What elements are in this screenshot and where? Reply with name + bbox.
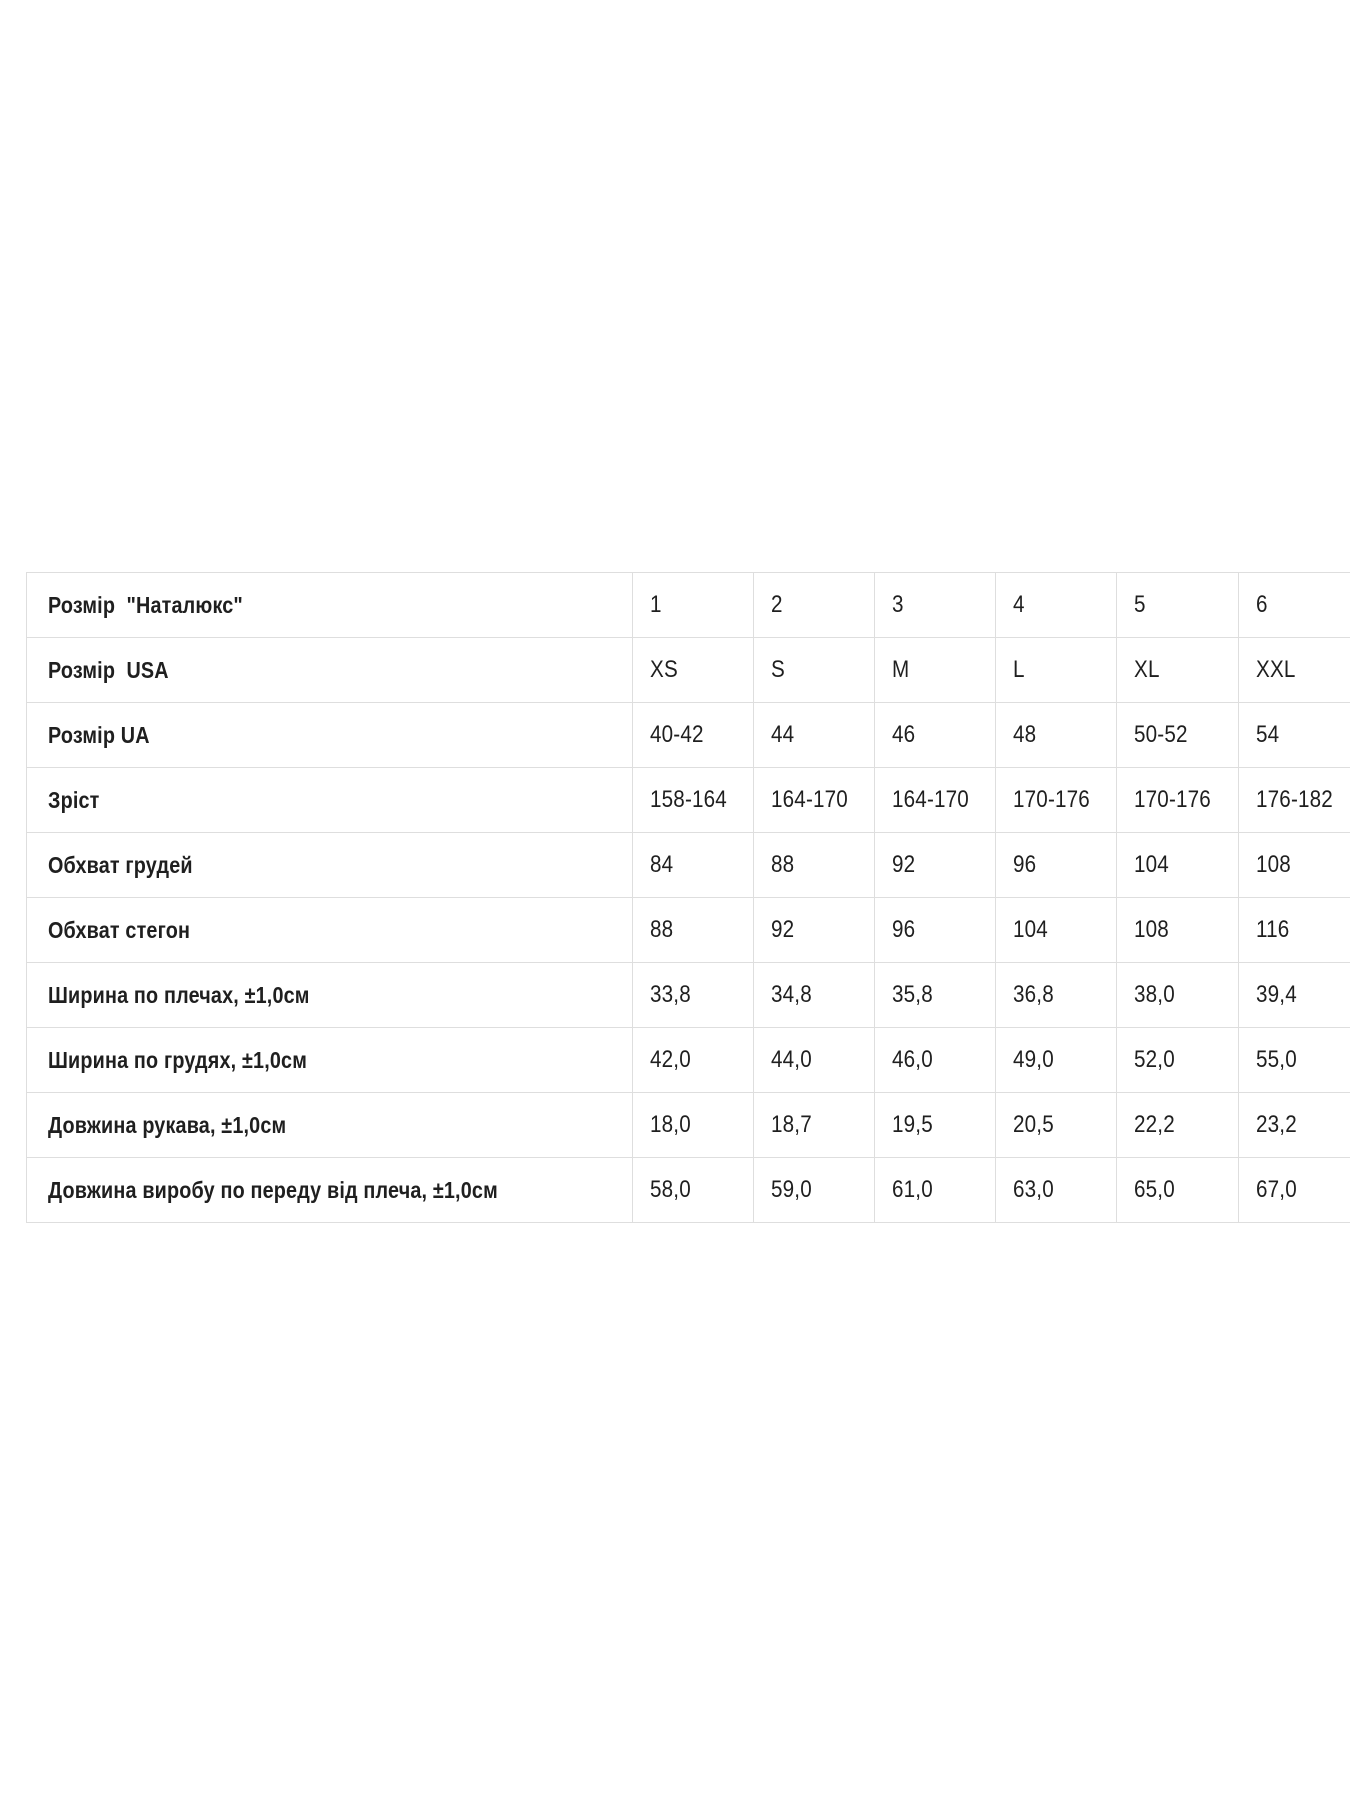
size-value: 39,4: [1256, 981, 1297, 1008]
size-value-cell: [754, 898, 875, 963]
size-value-cell: [633, 963, 754, 1028]
row-label-cell: [27, 833, 633, 898]
size-value-cell: [1239, 703, 1350, 768]
size-value-cell: [1117, 768, 1239, 833]
size-value: 65,0: [1134, 1176, 1175, 1203]
size-value: M: [892, 656, 910, 683]
size-value: 50-52: [1134, 721, 1188, 748]
size-value-cell: [1117, 1093, 1239, 1158]
size-value-cell: [996, 573, 1117, 638]
size-value-cell: [1239, 1028, 1350, 1093]
row-label-cell: [27, 963, 633, 1028]
size-value: 5: [1134, 591, 1146, 618]
size-value: XXL: [1256, 656, 1296, 683]
size-value: 36,8: [1013, 981, 1054, 1008]
table-row: [27, 898, 1350, 963]
row-label: Ширина по грудях, ±1,0см: [48, 1046, 308, 1073]
size-value: 4: [1013, 591, 1025, 618]
row-label-cell: [27, 1093, 633, 1158]
size-value: 40-42: [650, 721, 704, 748]
size-value-cell: [633, 573, 754, 638]
size-value: S: [771, 656, 785, 683]
size-value-cell: [996, 833, 1117, 898]
size-value-cell: [1117, 573, 1239, 638]
size-value-cell: [754, 638, 875, 703]
size-value: 96: [892, 916, 916, 943]
size-value: 164-170: [771, 786, 848, 813]
size-value-cell: [996, 1158, 1117, 1223]
size-value: 52,0: [1134, 1046, 1175, 1073]
table-row: [27, 768, 1350, 833]
size-value-cell: [754, 573, 875, 638]
row-label: Довжина виробу по переду від плеча, ±1,0см: [48, 1176, 498, 1203]
size-value: 19,5: [892, 1111, 933, 1138]
size-value-cell: [633, 898, 754, 963]
row-label-cell: [27, 1028, 633, 1093]
size-value: 54: [1256, 721, 1280, 748]
size-value-cell: [1117, 1028, 1239, 1093]
size-value: 18,0: [650, 1111, 691, 1138]
size-chart: [26, 572, 1350, 1223]
table-row: [27, 638, 1350, 703]
size-value-cell: [996, 1093, 1117, 1158]
size-value-cell: [1117, 833, 1239, 898]
size-value: 6: [1256, 591, 1268, 618]
size-value-cell: [1239, 833, 1350, 898]
size-value-cell: [1239, 573, 1350, 638]
size-value: 63,0: [1013, 1176, 1054, 1203]
size-value-cell: [633, 833, 754, 898]
row-label-cell: [27, 768, 633, 833]
table-row: [27, 703, 1350, 768]
size-value-cell: [1117, 1158, 1239, 1223]
size-value: 108: [1256, 851, 1291, 878]
size-value: 46,0: [892, 1046, 933, 1073]
size-value-cell: [1117, 963, 1239, 1028]
row-label: Розмір "Наталюкс": [48, 591, 243, 618]
size-value-cell: [754, 963, 875, 1028]
size-value-cell: [996, 638, 1117, 703]
size-value-cell: [633, 1028, 754, 1093]
size-value-cell: [633, 703, 754, 768]
size-value-cell: [875, 1028, 996, 1093]
table-row: [27, 1158, 1350, 1223]
size-value-cell: [754, 1028, 875, 1093]
size-value-cell: [633, 638, 754, 703]
size-value: 23,2: [1256, 1111, 1297, 1138]
size-value: 116: [1256, 916, 1290, 943]
size-value-cell: [875, 768, 996, 833]
row-label-cell: [27, 573, 633, 638]
size-value-cell: [1239, 1093, 1350, 1158]
size-value-cell: [754, 768, 875, 833]
row-label: Розмір USA: [48, 656, 169, 683]
size-value-cell: [1239, 1158, 1350, 1223]
size-value-cell: [996, 1028, 1117, 1093]
size-value: 42,0: [650, 1046, 691, 1073]
row-label-cell: [27, 638, 633, 703]
size-value: 20,5: [1013, 1111, 1054, 1138]
row-label: Розмір UA: [48, 721, 150, 748]
size-value: 35,8: [892, 981, 933, 1008]
size-value-cell: [875, 638, 996, 703]
size-value-cell: [996, 703, 1117, 768]
size-value: 2: [771, 591, 783, 618]
size-value: 92: [771, 916, 795, 943]
size-value-cell: [754, 1093, 875, 1158]
size-value: 108: [1134, 916, 1169, 943]
size-value: 88: [650, 916, 674, 943]
row-label-cell: [27, 1158, 633, 1223]
size-value: 49,0: [1013, 1046, 1054, 1073]
size-value-cell: [996, 963, 1117, 1028]
size-value: 1: [650, 591, 662, 618]
size-value: 55,0: [1256, 1046, 1297, 1073]
size-value: 44: [771, 721, 795, 748]
size-value: 104: [1013, 916, 1048, 943]
size-chart-table: [26, 572, 1350, 1223]
size-value-cell: [1239, 963, 1350, 1028]
row-label: Ширина по плечах, ±1,0см: [48, 981, 310, 1008]
size-value-cell: [1239, 768, 1350, 833]
size-value: 158-164: [650, 786, 727, 813]
size-value-cell: [754, 1158, 875, 1223]
table-row: [27, 1093, 1350, 1158]
size-value: 18,7: [771, 1111, 812, 1138]
row-label: Зріст: [48, 786, 100, 813]
size-value: 176-182: [1256, 786, 1333, 813]
size-value: 96: [1013, 851, 1037, 878]
size-value: 58,0: [650, 1176, 691, 1203]
size-value-cell: [875, 833, 996, 898]
size-value: 33,8: [650, 981, 691, 1008]
size-value-cell: [875, 963, 996, 1028]
size-value: 22,2: [1134, 1111, 1175, 1138]
row-label-cell: [27, 898, 633, 963]
size-value: 104: [1134, 851, 1169, 878]
size-value: 38,0: [1134, 981, 1175, 1008]
size-value: 92: [892, 851, 916, 878]
size-value: 170-176: [1013, 786, 1090, 813]
size-value-cell: [1239, 638, 1350, 703]
size-value: 61,0: [892, 1176, 933, 1203]
size-value-cell: [633, 1158, 754, 1223]
table-row: [27, 833, 1350, 898]
size-value-cell: [633, 1093, 754, 1158]
size-value: 170-176: [1134, 786, 1211, 813]
size-value: XL: [1134, 656, 1160, 683]
size-value: 48: [1013, 721, 1037, 748]
size-value: 59,0: [771, 1176, 812, 1203]
size-value-cell: [1117, 638, 1239, 703]
size-value-cell: [633, 768, 754, 833]
row-label: Обхват грудей: [48, 851, 193, 878]
size-value-cell: [996, 898, 1117, 963]
table-row: [27, 1028, 1350, 1093]
size-value-cell: [1117, 898, 1239, 963]
size-value-cell: [1117, 703, 1239, 768]
size-value: L: [1013, 656, 1025, 683]
size-value-cell: [754, 703, 875, 768]
size-value-cell: [754, 833, 875, 898]
size-value: 34,8: [771, 981, 812, 1008]
row-label: Довжина рукава, ±1,0см: [48, 1111, 287, 1138]
size-value: XS: [650, 656, 678, 683]
size-value-cell: [875, 1158, 996, 1223]
size-value: 164-170: [892, 786, 969, 813]
size-value-cell: [996, 768, 1117, 833]
size-value-cell: [875, 573, 996, 638]
size-value: 3: [892, 591, 904, 618]
size-value-cell: [1239, 898, 1350, 963]
row-label: Обхват стегон: [48, 916, 191, 943]
size-value: 84: [650, 851, 674, 878]
size-value-cell: [875, 703, 996, 768]
size-value: 44,0: [771, 1046, 812, 1073]
row-label-cell: [27, 703, 633, 768]
table-row: [27, 573, 1350, 638]
table-row: [27, 963, 1350, 1028]
size-value-cell: [875, 1093, 996, 1158]
size-value: 67,0: [1256, 1176, 1297, 1203]
size-value: 88: [771, 851, 795, 878]
size-value: 46: [892, 721, 916, 748]
size-value-cell: [875, 898, 996, 963]
